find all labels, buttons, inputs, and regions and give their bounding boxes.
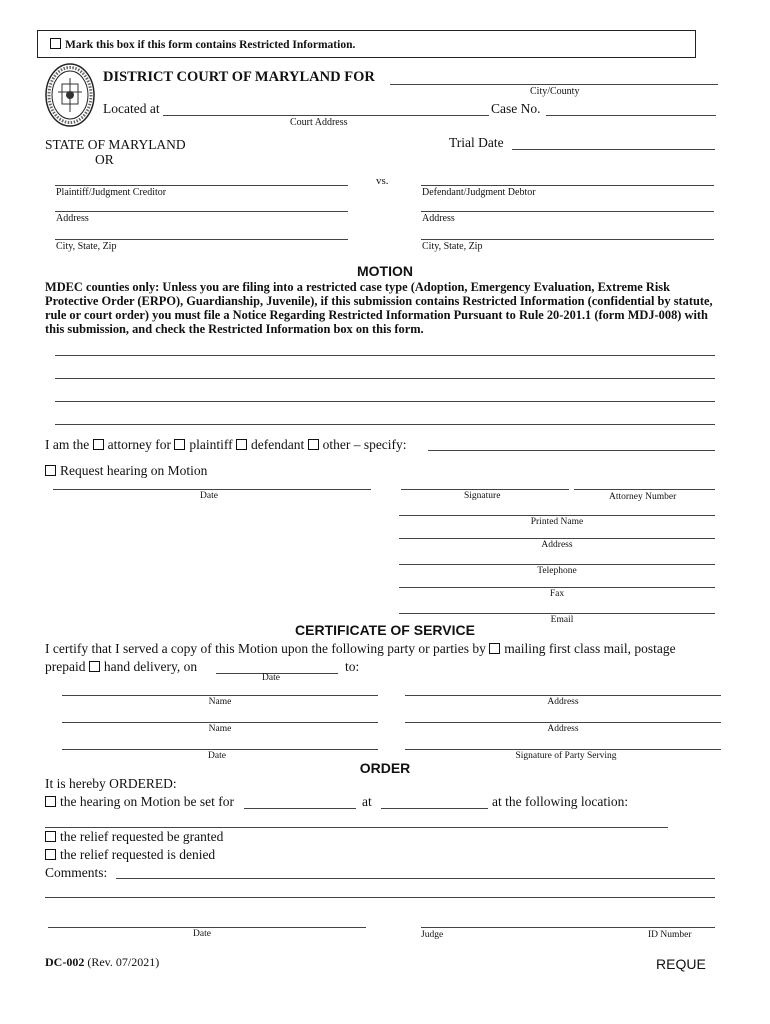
other-checkbox[interactable] — [308, 439, 319, 450]
request-hearing-checkbox[interactable] — [45, 465, 56, 476]
ordered-label: It is hereby ORDERED: — [45, 776, 177, 791]
fax-caption: Fax — [549, 589, 565, 599]
restricted-info-checkbox-label[interactable] — [50, 38, 355, 51]
restricted-info-checkbox[interactable] — [50, 38, 61, 49]
judge-caption: Judge — [421, 930, 444, 940]
city-county-line[interactable] — [390, 84, 718, 85]
certify-text: I certify that I served a copy of this Motion upon the following party or parties by — [45, 641, 486, 656]
printed-name-caption: Printed Name — [530, 517, 584, 527]
case-no-line[interactable] — [546, 115, 716, 116]
motion-date-line[interactable] — [53, 489, 371, 490]
comments-line-1[interactable] — [116, 878, 715, 879]
telephone-line[interactable] — [399, 564, 715, 565]
city-county-caption: City/County — [530, 86, 580, 97]
prepaid-label: prepaid — [45, 659, 86, 674]
plaintiff-city-line[interactable] — [55, 239, 348, 240]
comments-label: Comments: — [45, 865, 108, 880]
mailing-label: mailing first class mail, postage — [504, 641, 676, 656]
order-date-line[interactable] — [48, 927, 366, 928]
other-label: other – specify: — [322, 437, 407, 452]
court-address-line[interactable] — [163, 115, 489, 116]
i-am-the-label: I am the — [45, 437, 90, 452]
motion-line-2[interactable] — [55, 378, 715, 379]
cert-date-caption: Date — [208, 751, 226, 761]
court-title: DISTRICT COURT OF MARYLAND FOR — [103, 69, 375, 85]
signature-party-line[interactable] — [405, 749, 721, 750]
seal-icon — [44, 62, 96, 128]
signature-party-caption: Signature of Party Serving — [515, 751, 617, 761]
vs-label: vs. — [376, 175, 389, 187]
id-number-caption: ID Number — [648, 930, 692, 940]
prepaid-row — [45, 659, 197, 675]
judge-line[interactable] — [421, 927, 715, 928]
plaintiff-address-caption: Address — [56, 213, 89, 224]
mailing-checkbox[interactable] — [489, 643, 500, 654]
court-address-caption: Court Address — [290, 117, 348, 128]
motion-line-4[interactable] — [55, 424, 715, 425]
defendant-address-caption: Address — [422, 213, 455, 224]
party2-address-caption: Address — [547, 724, 579, 734]
trial-date-label: Trial Date — [449, 135, 504, 150]
denied-row — [45, 847, 215, 863]
form-revision: (Rev. 07/2021) — [87, 955, 160, 969]
located-at-label: Located at — [103, 101, 160, 116]
attorney-number-line[interactable] — [574, 489, 715, 490]
or-label: OR — [95, 152, 114, 167]
state-of-maryland: STATE OF MARYLAND — [45, 137, 186, 152]
party2-name-line[interactable] — [62, 722, 378, 723]
at-label: at — [362, 794, 372, 809]
restricted-info-label: Mark this box if this form contains Restricted Information. — [65, 39, 356, 51]
party1-address-caption: Address — [547, 697, 579, 707]
court-seal — [44, 62, 96, 128]
request-hearing-row — [45, 463, 207, 479]
hand-delivery-checkbox[interactable] — [89, 661, 100, 672]
mdec-notice: MDEC counties only: Unless you are filing into a restricted case type (Adoption, Emergency Evaluation, Extreme Risk Protective Order (ERPO), Guardianship, Juvenile), if this submission contains Restricted Information (confidential by statute, rule or court order) you must file a Notice Regarding Restricted Information Pursuant to Rule 20-201.1 (form MDJ-008) with this submission, and check the Restricted Information box on this form. — [45, 280, 713, 336]
granted-label: the relief requested be granted — [60, 829, 224, 844]
party1-address-line[interactable] — [405, 695, 721, 696]
fax-line[interactable] — [399, 587, 715, 588]
order-title: ORDER — [359, 760, 411, 776]
attorney-address-line[interactable] — [399, 538, 715, 539]
form-id-row — [45, 955, 159, 970]
motion-line-1[interactable] — [55, 355, 715, 356]
request-hearing-label: Request hearing on Motion — [60, 463, 208, 478]
defendant-address-line[interactable] — [421, 211, 714, 212]
hand-delivery-label: hand delivery, on — [103, 659, 198, 674]
party2-address-line[interactable] — [405, 722, 721, 723]
location-label: at the following location: — [492, 794, 629, 809]
attorney-for-label: attorney for — [107, 437, 171, 452]
defendant-checkbox[interactable] — [236, 439, 247, 450]
certificate-title: CERTIFICATE OF SERVICE — [295, 622, 475, 638]
defendant-caption: Defendant/Judgment Debtor — [422, 187, 536, 198]
telephone-caption: Telephone — [537, 566, 577, 576]
hearing-label: the hearing on Motion be set for — [60, 794, 234, 809]
hearing-row — [45, 794, 234, 810]
cert-date-line[interactable] — [62, 749, 378, 750]
plaintiff-label: plaintiff — [189, 437, 233, 452]
defendant-city-caption: City, State, Zip — [422, 241, 483, 252]
hearing-checkbox[interactable] — [45, 796, 56, 807]
certify-row — [45, 641, 676, 657]
trial-date-line[interactable] — [512, 149, 715, 150]
defendant-label: defendant — [250, 437, 305, 452]
motion-date-caption: Date — [200, 491, 218, 501]
restricted-info-box — [37, 30, 696, 58]
motion-title: MOTION — [357, 263, 413, 279]
plaintiff-address-line[interactable] — [55, 211, 348, 212]
plaintiff-caption: Plaintiff/Judgment Creditor — [56, 187, 167, 198]
denied-label: the relief requested is denied — [60, 847, 216, 862]
attorney-number-caption: Attorney Number — [609, 492, 677, 502]
service-date-caption: Date — [262, 673, 280, 683]
plaintiff-checkbox[interactable] — [174, 439, 185, 450]
signature-line[interactable] — [401, 489, 569, 490]
attorney-for-checkbox[interactable] — [93, 439, 104, 450]
denied-checkbox[interactable] — [45, 849, 56, 860]
hearing-date-line[interactable] — [244, 808, 356, 809]
granted-checkbox[interactable] — [45, 831, 56, 842]
case-no-label: Case No. — [491, 101, 541, 116]
defendant-city-line[interactable] — [421, 239, 714, 240]
party2-name-caption: Name — [208, 724, 232, 734]
motion-line-3[interactable] — [55, 401, 715, 402]
form-id: DC-002 — [45, 955, 85, 969]
defendant-line[interactable] — [421, 185, 714, 186]
other-specify-line[interactable] — [428, 450, 715, 451]
comments-line-2[interactable] — [45, 897, 715, 898]
party1-name-line[interactable] — [62, 695, 378, 696]
order-date-caption: Date — [193, 929, 211, 939]
i-am-the-row — [45, 437, 407, 453]
email-caption: Email — [550, 615, 574, 625]
plaintiff-city-caption: City, State, Zip — [56, 241, 117, 252]
email-line[interactable] — [399, 613, 715, 614]
attorney-address-caption: Address — [541, 540, 573, 550]
plaintiff-line[interactable] — [55, 185, 348, 186]
printed-name-line[interactable] — [399, 515, 715, 516]
party1-name-caption: Name — [208, 697, 232, 707]
signature-caption: Signature — [464, 491, 501, 501]
granted-row — [45, 829, 223, 845]
to-label: to: — [345, 659, 360, 674]
hearing-time-line[interactable] — [381, 808, 488, 809]
location-line[interactable] — [45, 827, 668, 828]
reque-label[interactable]: REQUE — [656, 956, 706, 972]
